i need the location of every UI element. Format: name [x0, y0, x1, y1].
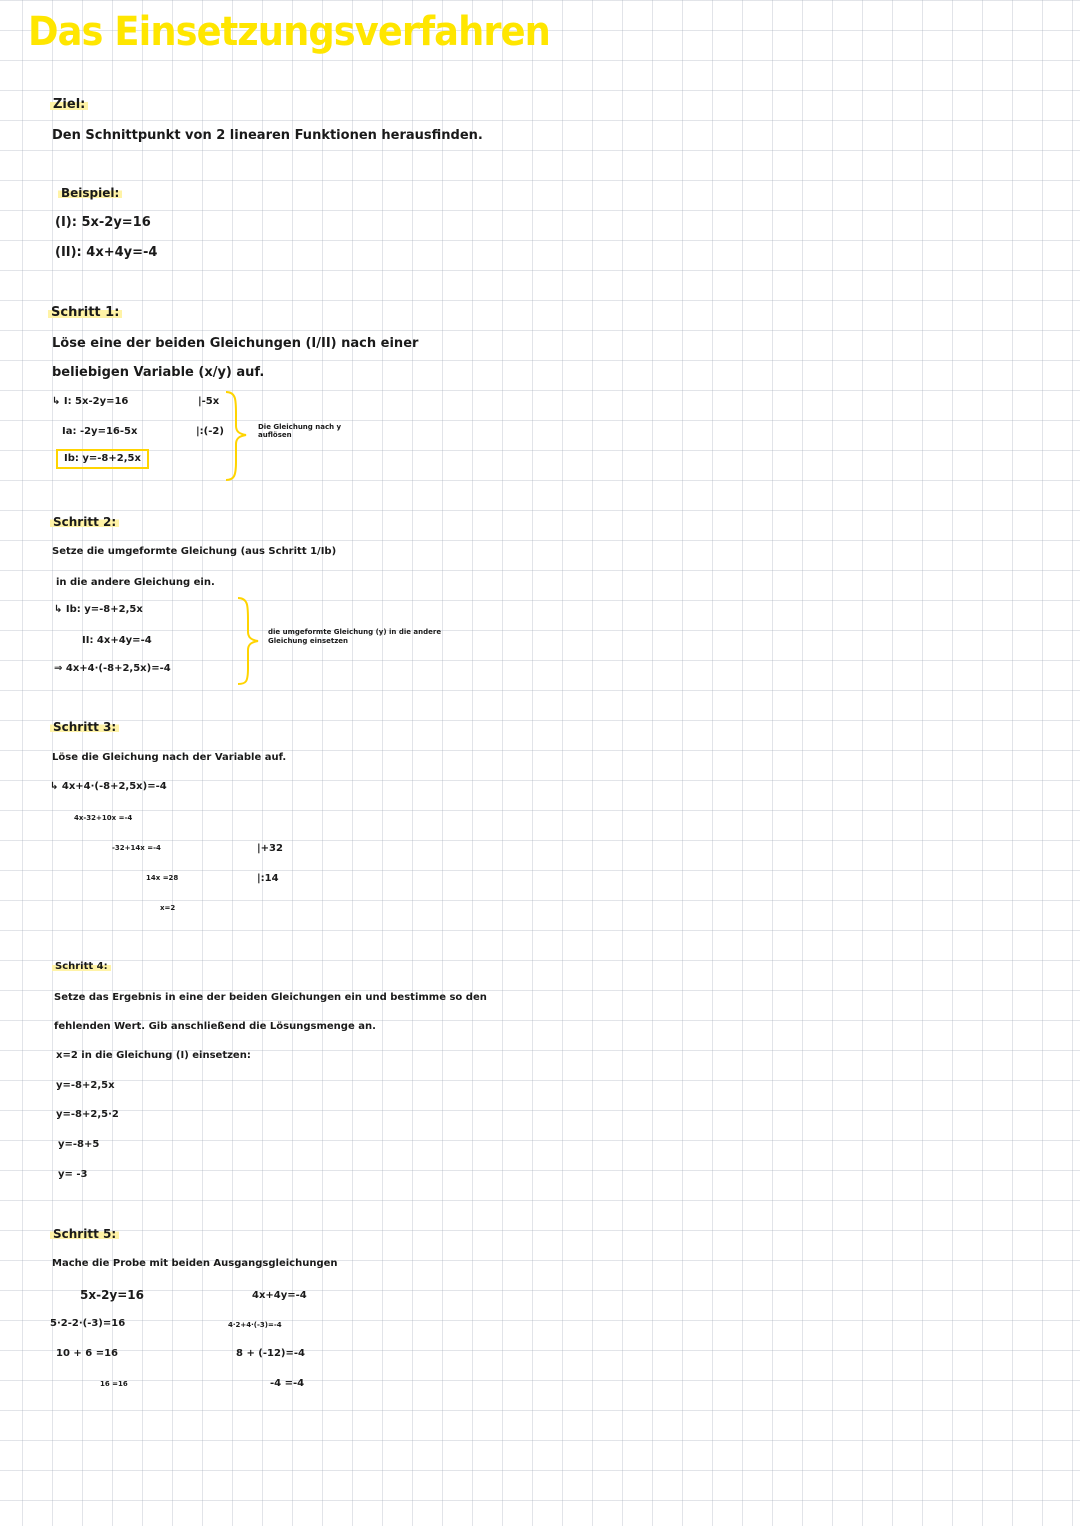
schritt1-op-a: |-5x	[198, 396, 220, 407]
schritt3-eq-e: x=2	[160, 904, 176, 912]
probe-right-2: 4·2+4·(-3)=-4	[228, 1321, 282, 1329]
probe-left-3: 10 + 6 =16	[56, 1348, 118, 1359]
schritt3-op-c: |+32	[257, 843, 283, 854]
schritt4-heading: Schritt 4:	[52, 962, 111, 972]
schritt3-eq-c: -32+14x =-4	[112, 844, 161, 852]
schritt2-eq-b: II: 4x+4y=-4	[82, 635, 152, 646]
schritt1-eq-c: Ib: y=-8+2,5x	[56, 449, 149, 469]
schritt5-line1: Mache die Probe mit beiden Ausgangsgleichungen	[52, 1258, 338, 1269]
schritt1-brace	[222, 390, 252, 482]
schritt3-eq-b: 4x-32+10x =-4	[74, 814, 133, 822]
schritt2-note: die umgeformte Gleichung (y) in die andere Gleichung einsetzen	[268, 628, 442, 646]
schritt1-eq-a: ↳ I: 5x-2y=16	[52, 396, 129, 407]
schritt2-line2: in die andere Gleichung ein.	[56, 577, 215, 588]
schritt4-eq-c: y=-8+5	[58, 1139, 100, 1150]
schritt3-eq-d: 14x =28	[146, 874, 179, 882]
beispiel-eq1: (I): 5x-2y=16	[55, 215, 151, 230]
probe-right-1: 4x+4y=-4	[252, 1290, 307, 1301]
schritt2-brace	[234, 596, 264, 686]
schritt3-eq-a: ↳ 4x+4·(-8+2,5x)=-4	[50, 781, 167, 792]
schritt1-note: Die Gleichung nach y auflösen	[258, 423, 342, 440]
probe-left-1: 5x-2y=16	[80, 1288, 144, 1302]
probe-left-4: 16 =16	[100, 1380, 128, 1388]
schritt2-heading: Schritt 2:	[50, 516, 119, 528]
schritt2-eq-c: ⇒ 4x+4·(-8+2,5x)=-4	[54, 663, 171, 674]
schritt4-eq-b: y=-8+2,5·2	[56, 1109, 119, 1120]
schritt1-op-b: |:(-2)	[196, 426, 224, 437]
schritt1-line1: Löse eine der beiden Gleichungen (I/II) nach einer	[52, 336, 419, 351]
schritt1-heading: Schritt 1:	[48, 306, 122, 319]
schritt4-eq-a: y=-8+2,5x	[56, 1080, 115, 1091]
schritt2-eq-a: ↳ Ib: y=-8+2,5x	[54, 604, 143, 615]
probe-right-4: -4 =-4	[270, 1378, 305, 1389]
schritt2-line1: Setze die umgeformte Gleichung (aus Schritt 1/Ib)	[52, 546, 337, 557]
schritt3-heading: Schritt 3:	[50, 721, 119, 733]
schritt4-line2: fehlenden Wert. Gib anschließend die Lösungsmenge an.	[54, 1021, 376, 1032]
schritt1-line2: beliebigen Variable (x/y) auf.	[52, 365, 265, 380]
schritt3-op-d: |:14	[257, 873, 279, 884]
beispiel-heading: Beispiel:	[58, 187, 122, 199]
schritt3-line1: Löse die Gleichung nach der Variable auf.	[52, 752, 287, 763]
beispiel-eq2: (II): 4x+4y=-4	[55, 245, 158, 260]
schritt5-heading: Schritt 5:	[50, 1228, 119, 1240]
page-title: Das Einsetzungsverfahren	[28, 9, 550, 55]
schritt4-eq-d: y= -3	[58, 1169, 88, 1180]
ziel-heading: Ziel:	[50, 98, 88, 111]
schritt4-line1: Setze das Ergebnis in eine der beiden Gleichungen ein und bestimme so den	[54, 992, 487, 1003]
probe-left-2: 5·2-2·(-3)=16	[50, 1318, 126, 1329]
ziel-text: Den Schnittpunkt von 2 linearen Funktionen herausfinden.	[52, 128, 483, 143]
schritt4-line3: x=2 in die Gleichung (I) einsetzen:	[56, 1050, 251, 1061]
schritt1-eq-b: Ia: -2y=16-5x	[62, 426, 138, 437]
probe-right-3: 8 + (-12)=-4	[236, 1348, 305, 1359]
